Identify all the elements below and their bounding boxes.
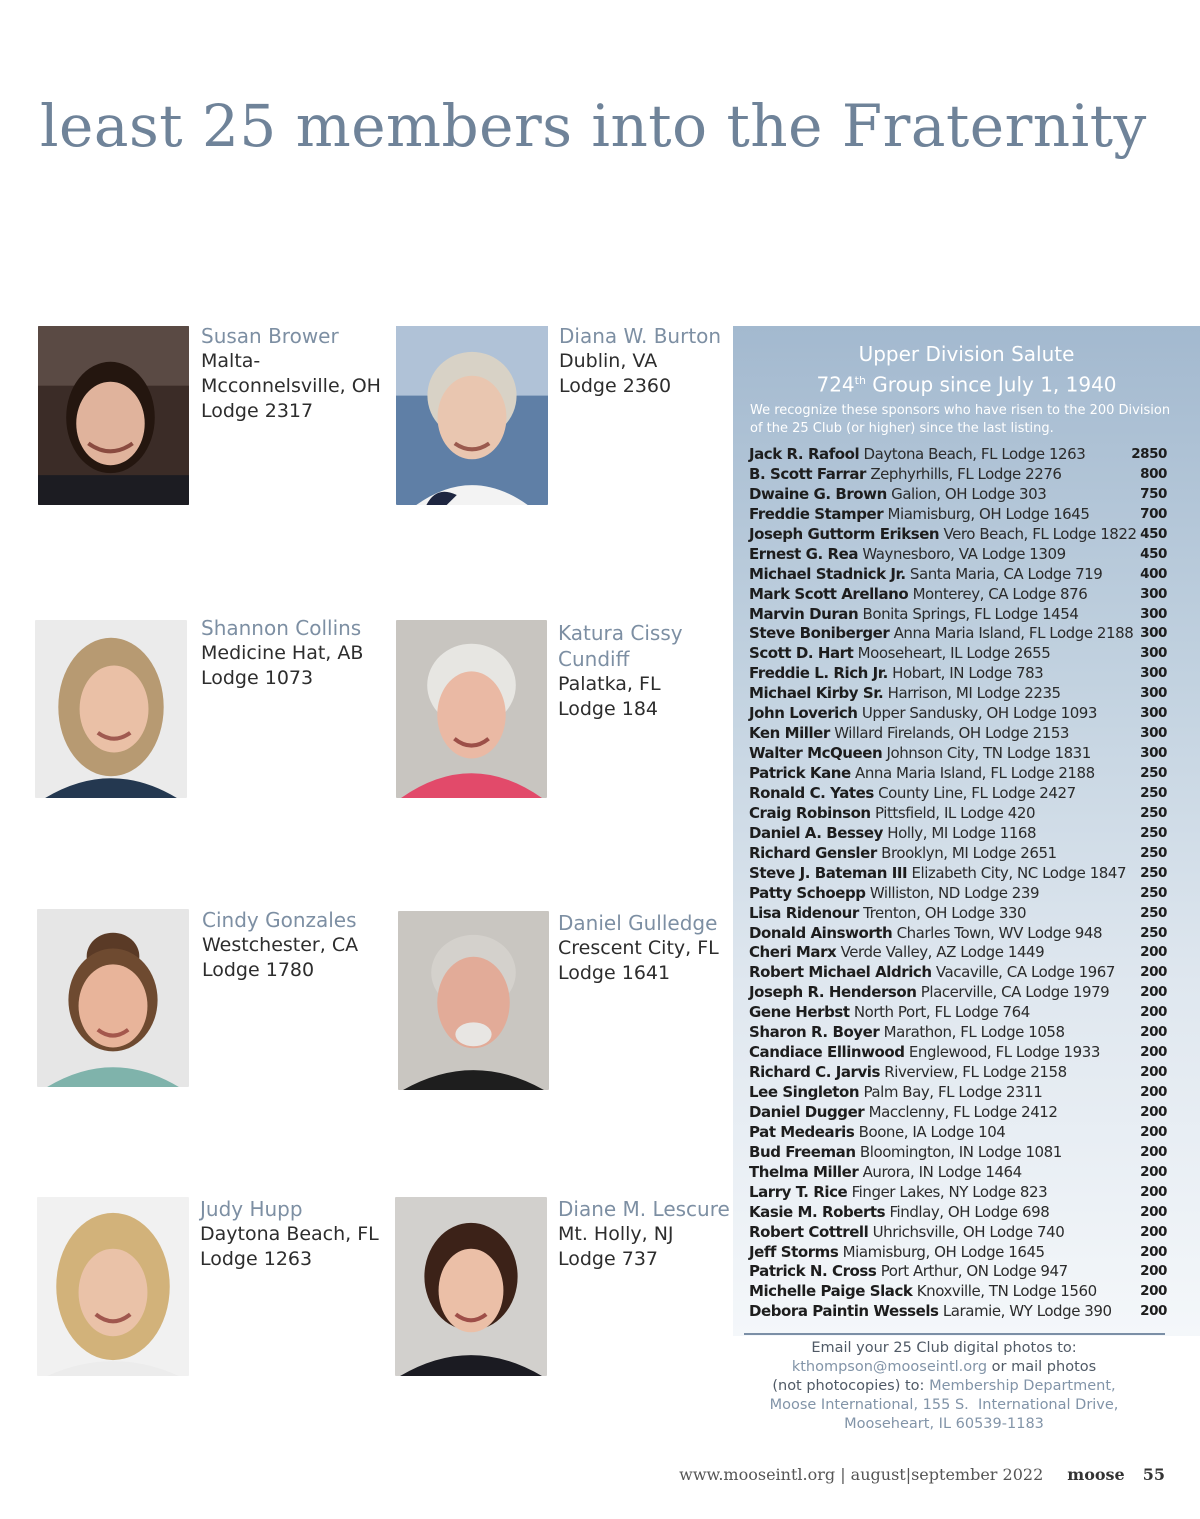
sponsor-lodge: Knoxville, TN Lodge 1560: [916, 1282, 1097, 1301]
roster-entry: [749, 465, 1167, 485]
salute-subtitle: [733, 367, 1200, 399]
note-line: Email your 25 Club digital photos to:: [811, 1340, 1077, 1356]
sponsor-name: Kasie M. Roberts: [749, 1202, 886, 1221]
roster-entry: [749, 704, 1167, 724]
sponsor-count: 250: [1140, 784, 1167, 801]
member-name: Katura Cissy Cundiff: [558, 621, 683, 671]
magazine-name: moose: [1067, 1465, 1125, 1484]
sponsor-lodge: Verde Valley, AZ Lodge 1449: [840, 943, 1045, 962]
footer-url[interactable]: www.mooseintl.org: [679, 1465, 836, 1484]
member-photo: [37, 909, 189, 1087]
member-location: Dublin, VA: [559, 350, 658, 372]
roster-entry: [749, 1223, 1167, 1243]
sponsor-name: Freddie Stamper: [749, 504, 884, 523]
member-lodge: Lodge 2317: [201, 400, 314, 422]
sponsor-lodge: Riverview, FL Lodge 2158: [884, 1063, 1067, 1082]
sponsor-lodge: Miamisburg, OH Lodge 1645: [887, 504, 1090, 523]
sponsor-name: Walter McQueen: [749, 744, 883, 763]
sponsor-count: 200: [1140, 1243, 1167, 1260]
sponsor-lodge: Palm Bay, FL Lodge 2311: [863, 1083, 1043, 1101]
sponsor-name: Ken Miller: [749, 724, 830, 743]
sponsor-count: 450: [1140, 545, 1167, 562]
roster-entry: [749, 1083, 1167, 1103]
sponsor-name: Daniel Dugger: [749, 1102, 865, 1121]
sponsor-name: Lee Singleton: [749, 1083, 860, 1101]
sponsor-lodge: Placerville, CA Lodge 1979: [920, 983, 1110, 1002]
sponsor-name: Dwaine G. Brown: [749, 484, 887, 503]
member-name: Shannon Collins: [201, 616, 362, 640]
sponsor-count: 250: [1140, 904, 1167, 921]
member-info: [558, 620, 748, 722]
sponsor-count: 750: [1140, 485, 1167, 502]
roster-entry: [749, 884, 1167, 904]
sponsor-count: 250: [1140, 844, 1167, 861]
sponsor-name: Larry T. Rice: [749, 1182, 848, 1201]
sponsor-count: 200: [1140, 1143, 1167, 1160]
roster-entry: [749, 963, 1167, 983]
sponsor-lodge: Daytona Beach, FL Lodge 1263: [863, 445, 1086, 463]
member-info: [559, 323, 749, 399]
roster-entry: [749, 505, 1167, 525]
sponsor-count: 300: [1140, 625, 1167, 642]
roster-entry: [749, 485, 1167, 505]
member-photo: [395, 1197, 547, 1376]
sponsor-name: John Loverich: [749, 704, 858, 723]
sponsor-lodge: North Port, FL Lodge 764: [853, 1003, 1030, 1022]
sponsor-name: Debora Paintin Wessels: [749, 1302, 939, 1321]
sponsor-lodge: Willard Firelands, OH Lodge 2153: [834, 724, 1070, 743]
salute-roster: [749, 445, 1167, 1322]
sponsor-count: 200: [1140, 1004, 1167, 1021]
salute-group-rest: Group since July 1, 1940: [865, 372, 1117, 397]
sponsor-lodge: Uhrichsville, OH Lodge 740: [872, 1222, 1065, 1241]
roster-entry: [749, 1243, 1167, 1263]
sponsor-name: Pat Medearis: [749, 1122, 855, 1141]
sponsor-name: Michael Stadnick Jr.: [749, 564, 906, 583]
member-location: Westchester, CA: [202, 934, 359, 956]
roster-entry: [749, 1143, 1167, 1163]
page-footer: [679, 1465, 1165, 1484]
salute-intro: We recognize these sponsors who have risen to the 200 Division of the 25 Club (or higher) since the last listing.: [750, 403, 1171, 436]
sponsor-count: 450: [1140, 525, 1167, 542]
sponsor-lodge: Charles Town, WV Lodge 948: [896, 923, 1103, 942]
sponsor-name: Scott D. Hart: [749, 644, 854, 663]
roster-entry: [749, 924, 1167, 944]
sponsor-name: Robert Cottrell: [749, 1222, 869, 1241]
member-lodge: Lodge 1263: [200, 1248, 313, 1270]
member-location: Mt. Holly, NJ: [558, 1223, 674, 1245]
roster-entry: [749, 904, 1167, 924]
sponsor-name: Lisa Ridenour: [749, 903, 859, 922]
salute-group-number: 724: [816, 372, 855, 397]
divider: [744, 1333, 1165, 1335]
roster-entry: [749, 1302, 1167, 1322]
member-name: Susan Brower: [201, 324, 339, 348]
sponsor-count: 200: [1140, 964, 1167, 981]
sponsor-count: 300: [1140, 745, 1167, 762]
roster-entry: [749, 744, 1167, 764]
sponsor-name: B. Scott Farrar: [749, 464, 866, 483]
sponsor-name: Mark Scott Arellano: [749, 584, 909, 603]
sponsor-name: Sharon R. Boyer: [749, 1023, 880, 1042]
roster-entry: [749, 565, 1167, 585]
roster-entry: [749, 585, 1167, 605]
roster-entry: [749, 764, 1167, 784]
sponsor-lodge: Macclenny, FL Lodge 2412: [868, 1102, 1058, 1121]
member-lodge: Lodge 1641: [558, 962, 671, 984]
sponsor-count: 200: [1140, 984, 1167, 1001]
member-info: [201, 615, 391, 691]
sponsor-name: Ronald C. Yates: [749, 783, 874, 802]
member-info: [558, 1196, 748, 1272]
sponsor-name: Candiace Ellinwood: [749, 1043, 905, 1062]
sponsor-lodge: Zephyrhills, FL Lodge 2276: [870, 464, 1062, 483]
sponsor-count: 250: [1140, 804, 1167, 821]
sponsor-name: Donald Ainsworth: [749, 923, 893, 942]
footer-month: september: [911, 1465, 998, 1484]
sponsor-lodge: Monterey, CA Lodge 876: [912, 584, 1088, 603]
member-lodge: Lodge 1073: [201, 667, 314, 689]
sponsor-lodge: Findlay, OH Lodge 698: [889, 1202, 1050, 1221]
sponsor-lodge: Brooklyn, MI Lodge 2651: [881, 843, 1057, 862]
address-text: Mooseheart, IL 60539-1183: [844, 1416, 1044, 1432]
roster-entry: [749, 605, 1167, 625]
roster-entry: [749, 445, 1167, 465]
roster-entry: [749, 1043, 1167, 1063]
salute-group-suffix: th: [854, 374, 866, 387]
sponsor-name: Bud Freeman: [749, 1142, 856, 1161]
member-name: Diana W. Burton: [559, 324, 722, 348]
sponsor-count: 200: [1140, 1263, 1167, 1280]
member-lodge: Lodge 184: [558, 698, 658, 720]
sponsor-count: 250: [1140, 765, 1167, 781]
sponsor-lodge: Holly, MI Lodge 1168: [887, 823, 1037, 842]
sponsor-count: 250: [1140, 924, 1167, 941]
member-info: [558, 910, 748, 986]
sponsor-count: 300: [1140, 665, 1167, 682]
sponsor-name: Steve Boniberger: [749, 624, 890, 643]
sponsor-count: 300: [1140, 725, 1167, 742]
sponsor-name: Joseph R. Henderson: [749, 983, 917, 1002]
sponsor-lodge: Bloomington, IN Lodge 1081: [859, 1142, 1062, 1161]
footer-separator: |: [905, 1465, 912, 1484]
sponsor-count: 200: [1140, 944, 1167, 961]
roster-entry: [749, 1163, 1167, 1183]
sponsor-name: Richard C. Jarvis: [749, 1063, 880, 1082]
footer-separator: |: [835, 1465, 851, 1484]
roster-entry: [749, 864, 1167, 884]
member-location: Palatka, FL: [558, 673, 661, 695]
note-text: (not photocopies) to:: [772, 1378, 930, 1394]
footer-month: august: [850, 1465, 906, 1484]
sponsor-count: 200: [1140, 1103, 1167, 1120]
sponsor-name: Joseph Guttorm Eriksen: [749, 524, 940, 543]
sponsor-count: 200: [1140, 1303, 1167, 1320]
sponsor-name: Michael Kirby Sr.: [749, 684, 884, 703]
roster-entry: [749, 724, 1167, 744]
member-location: Medicine Hat, AB: [201, 642, 364, 664]
member-photo: [396, 620, 547, 798]
roster-entry: [749, 1183, 1167, 1203]
sponsor-lodge: Vacaville, CA Lodge 1967: [935, 963, 1115, 982]
member-location: Daytona Beach, FL: [200, 1223, 379, 1245]
footer-year: 2022: [997, 1465, 1044, 1484]
page-number: 55: [1142, 1465, 1165, 1484]
roster-entry: [749, 1282, 1167, 1302]
sponsor-count: 200: [1140, 1123, 1167, 1140]
roster-entry: [749, 983, 1167, 1003]
sponsor-count: 200: [1140, 1084, 1167, 1100]
sponsor-lodge: Vero Beach, FL Lodge 1822: [943, 524, 1137, 543]
sponsor-name: Marvin Duran: [749, 604, 859, 623]
sponsor-name: Jack R. Rafool: [749, 445, 860, 463]
member-photo: [35, 620, 187, 798]
roster-entry: [749, 525, 1167, 545]
sponsor-lodge: Johnson City, TN Lodge 1831: [886, 744, 1091, 763]
sponsor-lodge: Hobart, IN Lodge 783: [892, 664, 1044, 683]
sponsor-lodge: County Line, FL Lodge 2427: [878, 783, 1076, 802]
sponsor-count: 200: [1140, 1203, 1167, 1220]
sponsor-count: 200: [1140, 1223, 1167, 1240]
sponsor-lodge: Laramie, WY Lodge 390: [942, 1302, 1112, 1321]
roster-entry: [749, 664, 1167, 684]
member-name: Cindy Gonzales: [202, 908, 357, 932]
sponsor-lodge: Englewood, FL Lodge 1933: [908, 1043, 1100, 1062]
roster-entry: [749, 624, 1167, 644]
sponsor-count: 300: [1140, 645, 1167, 662]
roster-entry: [749, 804, 1167, 824]
roster-entry: [749, 784, 1167, 804]
roster-entry: [749, 1003, 1167, 1023]
sponsor-count: 300: [1140, 705, 1167, 722]
sponsor-name: Freddie L. Rich Jr.: [749, 664, 888, 683]
sponsor-count: 250: [1140, 864, 1167, 881]
member-info: [202, 907, 392, 983]
page-headline: least 25 members into the Fraternity: [40, 92, 1147, 160]
sponsor-lodge: Bonita Springs, FL Lodge 1454: [862, 604, 1079, 623]
sponsor-lodge: Harrison, MI Lodge 2235: [887, 684, 1061, 703]
member-photo: [398, 911, 549, 1090]
address-text: Moose International, 155 S. International Drive,: [769, 1397, 1119, 1413]
roster-entry: [749, 684, 1167, 704]
member-lodge: Lodge 1780: [202, 959, 315, 981]
sponsor-count: 250: [1140, 884, 1167, 901]
sponsor-name: Jeff Storms: [749, 1242, 839, 1261]
member-name: Judy Hupp: [200, 1197, 303, 1221]
sponsor-name: Patrick N. Cross: [749, 1262, 877, 1281]
roster-entry: [749, 1203, 1167, 1223]
sponsor-count: 200: [1140, 1163, 1167, 1180]
roster-entry: [749, 545, 1167, 565]
photo-submission-note: [744, 1339, 1144, 1434]
roster-entry: [749, 943, 1167, 963]
note-text: or mail photos: [987, 1359, 1097, 1375]
roster-entry: [749, 1262, 1167, 1282]
note-line: [744, 1358, 1144, 1377]
member-photo: [37, 1197, 189, 1376]
address-text: Membership Department,: [929, 1378, 1116, 1394]
sponsor-lodge: Marathon, FL Lodge 1058: [883, 1023, 1065, 1042]
sponsor-count: 200: [1140, 1183, 1167, 1200]
sponsor-count: 2850: [1131, 446, 1167, 462]
sponsor-lodge: Galion, OH Lodge 303: [891, 484, 1047, 503]
member-info: [201, 323, 391, 424]
sponsor-count: 300: [1140, 605, 1167, 622]
sponsor-count: 250: [1140, 824, 1167, 841]
sponsor-lodge: Waynesboro, VA Lodge 1309: [862, 544, 1066, 563]
roster-entry: [749, 844, 1167, 864]
member-lodge: Lodge 2360: [559, 375, 672, 397]
member-location: Malta- Mcconnelsville, OH: [201, 350, 381, 397]
sponsor-count: 200: [1140, 1064, 1167, 1081]
sponsor-lodge: Williston, ND Lodge 239: [869, 883, 1040, 902]
sponsor-lodge: Santa Maria, CA Lodge 719: [909, 564, 1103, 583]
roster-entry: [749, 1023, 1167, 1043]
sponsor-lodge: Aurora, IN Lodge 1464: [862, 1162, 1022, 1181]
sponsor-lodge: Elizabeth City, NC Lodge 1847: [911, 863, 1127, 882]
sponsor-count: 200: [1140, 1024, 1167, 1041]
sponsor-name: Michelle Paige Slack: [749, 1282, 913, 1301]
member-name: Daniel Gulledge: [558, 911, 718, 935]
roster-entry: [749, 644, 1167, 664]
sponsor-lodge: Trenton, OH Lodge 330: [863, 903, 1027, 922]
sponsor-name: Steve J. Bateman III: [749, 863, 908, 882]
sponsor-lodge: Anna Maria Island, FL Lodge 2188: [893, 624, 1134, 643]
member-name: Diane M. Lescure: [558, 1197, 730, 1221]
sponsor-count: 800: [1140, 465, 1167, 482]
member-photo: [38, 326, 189, 505]
sponsor-count: 400: [1140, 565, 1167, 582]
roster-entry: [749, 1123, 1167, 1143]
member-info: [200, 1196, 390, 1272]
sponsor-name: Patty Schoepp: [749, 883, 866, 902]
note-line: [744, 1377, 1144, 1396]
sponsor-name: Ernest G. Rea: [749, 544, 859, 563]
sponsor-count: 200: [1140, 1283, 1167, 1300]
sponsor-name: Daniel A. Bessey: [749, 823, 883, 842]
sponsor-name: Robert Michael Aldrich: [749, 963, 932, 982]
sponsor-name: Patrick Kane: [749, 764, 851, 782]
upper-division-salute-panel: [733, 326, 1200, 1336]
sponsor-lodge: Upper Sandusky, OH Lodge 1093: [861, 704, 1097, 723]
email-link[interactable]: kthompson@mooseintl.org: [791, 1359, 988, 1375]
member-photo: [396, 326, 548, 505]
roster-entry: [749, 1103, 1167, 1123]
sponsor-name: Gene Herbst: [749, 1003, 850, 1022]
member-lodge: Lodge 737: [558, 1248, 658, 1270]
sponsor-name: Cheri Marx: [749, 943, 837, 962]
sponsor-lodge: Boone, IA Lodge 104: [858, 1122, 1006, 1141]
sponsor-lodge: Mooseheart, IL Lodge 2655: [857, 644, 1051, 663]
roster-entry: [749, 824, 1167, 844]
salute-title: Upper Division Salute: [858, 342, 1075, 366]
sponsor-count: 200: [1140, 1044, 1167, 1061]
sponsor-lodge: Finger Lakes, NY Lodge 823: [851, 1182, 1048, 1201]
sponsor-lodge: Port Arthur, ON Lodge 947: [880, 1262, 1068, 1281]
sponsor-name: Craig Robinson: [749, 803, 871, 822]
sponsor-count: 300: [1140, 685, 1167, 702]
sponsor-lodge: Anna Maria Island, FL Lodge 2188: [855, 764, 1095, 782]
sponsor-lodge: Miamisburg, OH Lodge 1645: [842, 1242, 1045, 1261]
sponsor-name: Richard Gensler: [749, 843, 877, 862]
sponsor-name: Thelma Miller: [749, 1162, 859, 1181]
sponsor-count: 700: [1140, 505, 1167, 522]
sponsor-count: 300: [1140, 585, 1167, 602]
member-location: Crescent City, FL: [558, 937, 719, 959]
sponsor-lodge: Pittsfield, IL Lodge 420: [874, 803, 1036, 822]
roster-entry: [749, 1063, 1167, 1083]
